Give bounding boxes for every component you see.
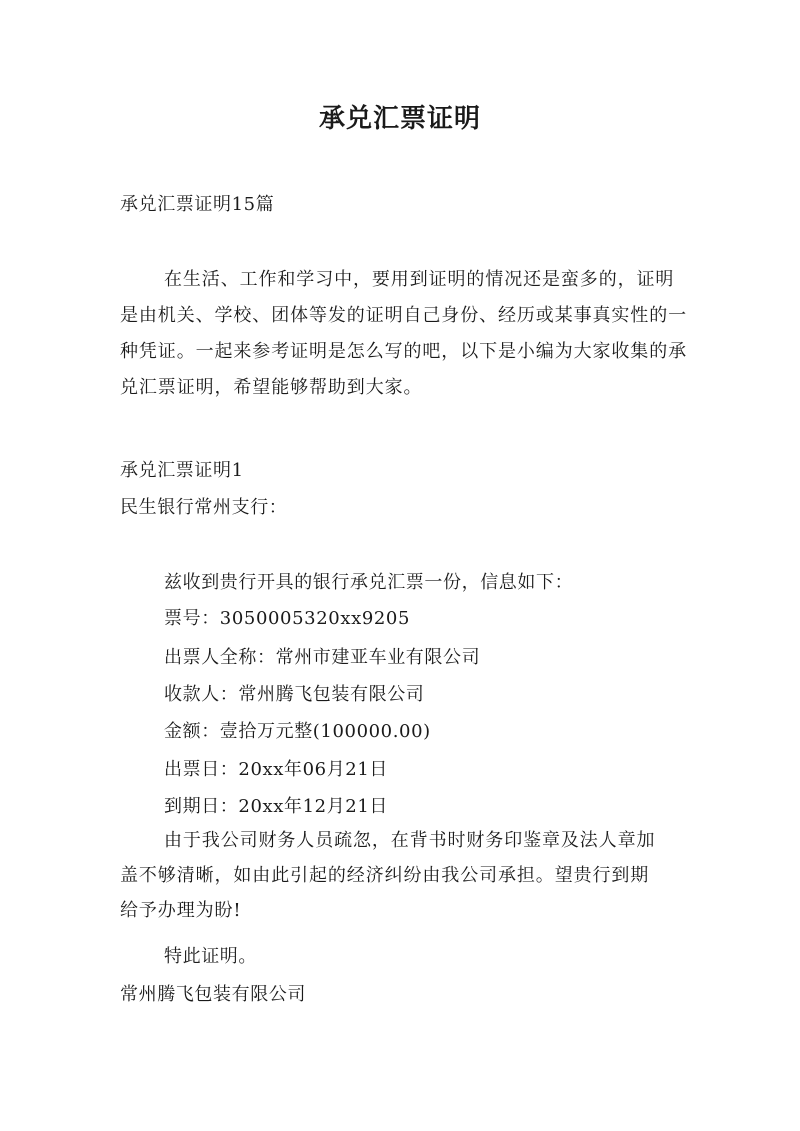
field-issue-date: 出票日：20xx年06月21日 — [164, 759, 389, 780]
addressee: 民生银行常州支行： — [120, 497, 288, 518]
section-heading: 承兑汇票证明1 — [120, 460, 244, 481]
field-amount: 金额：壹拾万元整(100000.00) — [164, 721, 431, 742]
field-payee: 收款人：常州腾飞包装有限公司 — [164, 684, 425, 705]
intro-text: 在生活、工作和学习中，要用到证明的情况还是蛮多的，证明是由机关、学校、团体等发的证明自己身份、经历或某事真实性的一种凭证。一起来参考证明是怎么写的吧，以下是小编为大家收集的承兑汇票证明，希望能够帮助到大家。 — [120, 269, 687, 398]
field-due-date: 到期日：20xx年12月21日 — [164, 796, 389, 817]
intro-paragraph — [120, 262, 690, 406]
body-text: 由于我公司财务人员疏忽，在背书时财务印鉴章及法人章加盖不够清晰，如由此引起的经济纠纷由我公司承担。望贵行到期给予办理为盼! — [120, 830, 656, 921]
field-ticket-number: 票号：3050005320xx9205 — [164, 608, 411, 629]
signature: 常州腾飞包装有限公司 — [120, 984, 306, 1005]
opening-line: 兹收到贵行开具的银行承兑汇票一份，信息如下： — [164, 572, 574, 593]
body-paragraph — [120, 823, 665, 928]
document-title: 承兑汇票证明 — [318, 104, 481, 134]
field-drawer: 出票人全称：常州市建亚车业有限公司 — [164, 647, 481, 668]
document-subtitle: 承兑汇票证明15篇 — [120, 194, 275, 215]
closing-line: 特此证明。 — [164, 946, 257, 967]
